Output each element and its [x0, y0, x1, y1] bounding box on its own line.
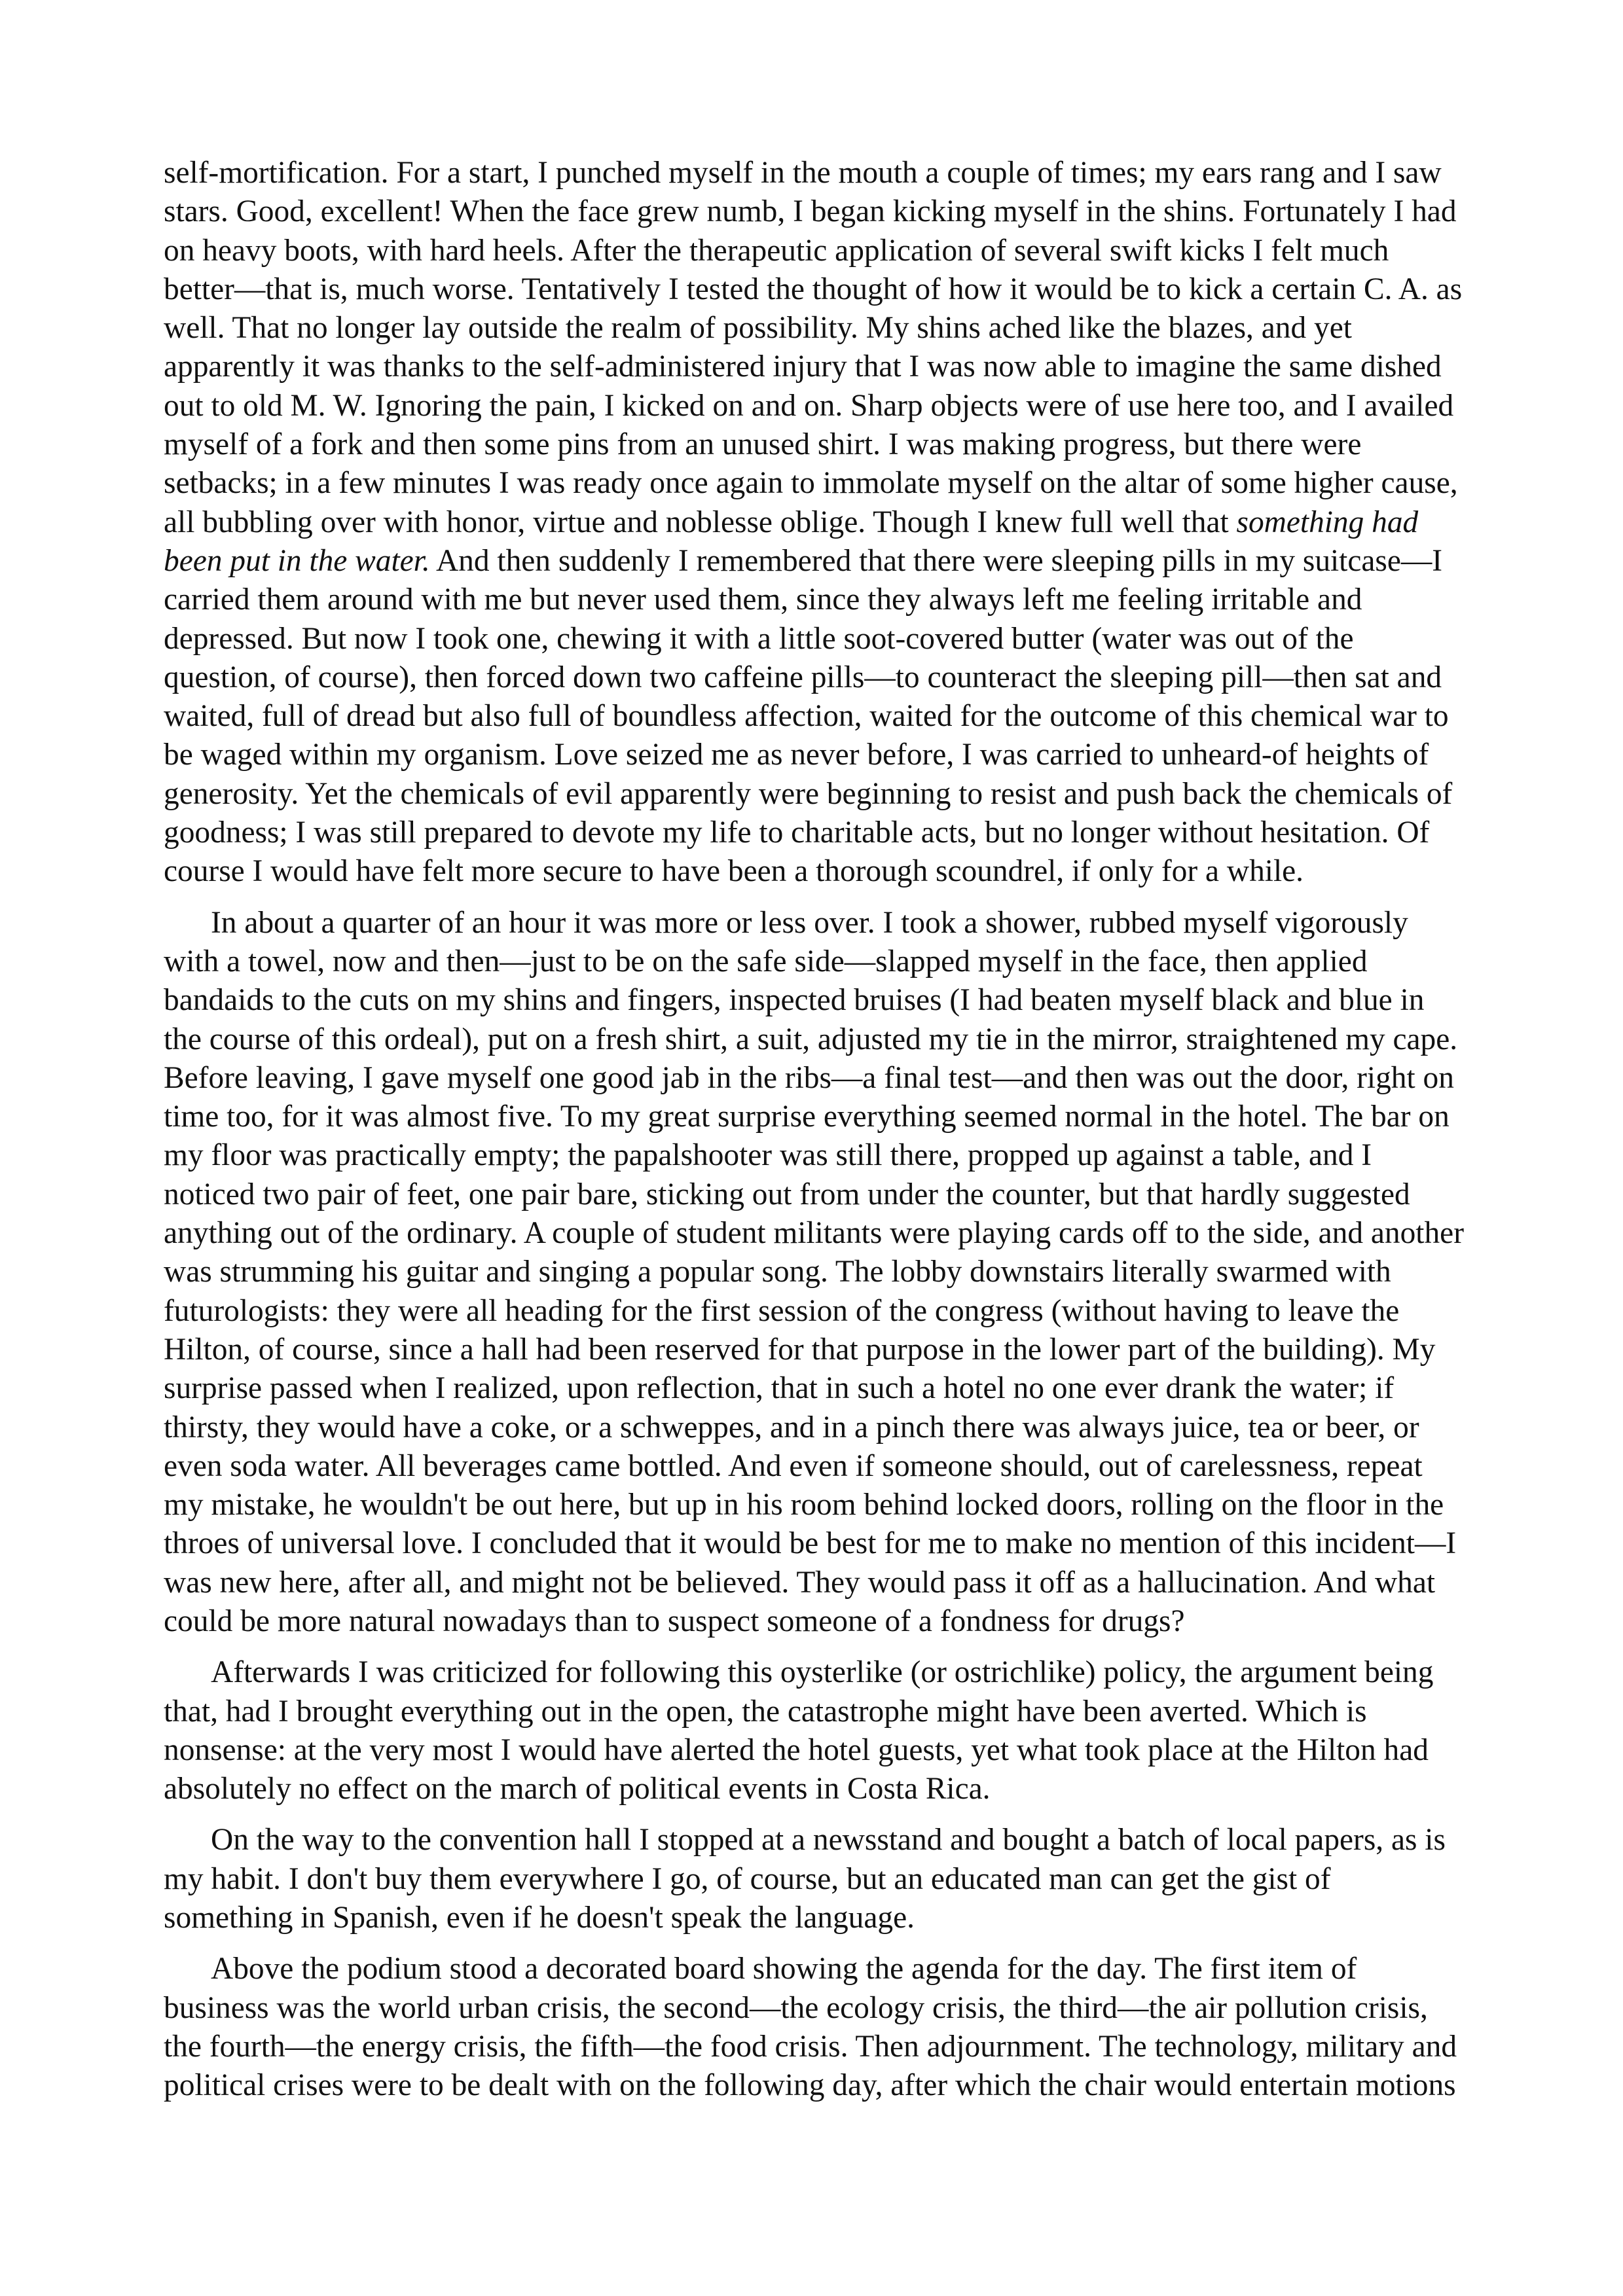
paragraph-5 [164, 1950, 1467, 2105]
paragraph-5-text: Above the podium stood a decorated board showing the agenda for the day. The first item of business was the world urban crisis, the second—the ecology crisis, the third—the air pollution crisis, the fourth—the energy crisis, the fifth—the food crisis. Then adjournment. The technology, military and political crises were to be dealt with on the following day, after which the chair would entertain motions [164, 1952, 1457, 2103]
document-page [164, 154, 1467, 2118]
paragraph-4 [164, 1821, 1467, 1937]
paragraph-1-text-b: And then suddenly I remembered that there were sleeping pills in my suitcase—I carried them around with me but never used them, since they always left me feeling irritable and depressed. But now I took one, chewing it with a little soot-covered butter (water was out of the question, of course), then forced down two caffeine pills—to counteract the sleeping pill—then sat and waited, full of dread but also full of boundless affection, waited for the outcome of this chemical war to be waged within my organism. Love seized me as never before, I was carried to unheard-of heights of generosity. Yet the chemicals of evil apparently were beginning to resist and push back the chemicals of goodness; I was still prepared to devote my life to charitable acts, but no longer without hesitation. Of course I would have felt more secure to have been a thorough scoundrel, if only for a while. [164, 543, 1453, 889]
paragraph-3 [164, 1653, 1467, 1808]
paragraph-1-italic-phrase: something had been put in the water. [164, 505, 1419, 578]
paragraph-4-text: On the way to the convention hall I stopped at a newsstand and bought a batch of local papers, as is my habit. I don't buy them everywhere I go, of course, but an educated man can get the gist of something in Spanish, even if he doesn't speak the language. [164, 1823, 1446, 1935]
paragraph-1 [164, 154, 1467, 891]
paragraph-3-text: Afterwards I was criticized for following this oysterlike (or ostrichlike) policy, the argument being that, had I brought everything out in the open, the catastrophe might have been averted. Which is nonsense: at the very most I would have alerted the hotel guests, yet what took place at the Hilton had absolutely no effect on the march of political events in Costa Rica. [164, 1655, 1434, 1806]
paragraph-2-text: In about a quarter of an hour it was more or less over. I took a shower, rubbed myself vigorously with a towel, now and then—just to be on the safe side—slapped myself in the face, then applied bandaids to the cuts on my shins and fingers, inspected bruises (I had beaten myself black and blue in the course of this ordeal), put on a fresh shirt, a suit, adjusted my tie in the mirror, straightened my cape. Before leaving, I gave myself one good jab in the ribs—a final test—and then was out the door, right on time too, for it was almost five. To my great surprise everything seemed normal in the hotel. The bar on my floor was practically empty; the papalshooter was still there, propped up against a table, and I noticed two pair of feet, one pair bare, sticking out from under the counter, but that hardly suggested anything out of the ordinary. A couple of student militants were playing cards off to the side, and another was strumming his guitar and singing a popular song. The lobby downstairs literally swarmed with futurologists: they were all heading for the first session of the congress (without having to leave the Hilton, of course, since a hall had been reserved for that purpose in the lower part of the building). My surprise passed when I realized, upon reflection, that in such a hotel no one ever drank the water; if thirsty, they would have a coke, or a schweppes, and in a pinch there was always juice, tea or beer, or even soda water. All beverages came bottled. And even if someone should, out of carelessness, repeat my mistake, he wouldn't be out here, but up in his room behind locked doors, rolling on the floor in the throes of universal love. I concluded that it would be best for me to make no mention of this incident—I was new here, after all, and might not be believed. They would pass it off as a hallucination. And what could be more natural nowadays than to suspect someone of a fondness for drugs? [164, 905, 1464, 1638]
paragraph-1-text-a: self-mortification. For a start, I punched myself in the mouth a couple of times; my ears rang and I saw stars. Good, excellent! When the face grew numb, I began kicking myself in the shins. Fortunately I had on heavy boots, with hard heels. After the therapeutic application of several swift kicks I felt much better—that is, much worse. Tentatively I tested the thought of how it would be to kick a certain C. A. as well. That no longer lay outside the realm of possibility. My shins ached like the blazes, and yet apparently it was thanks to the self-administered injury that I was now able to imagine the same dished out to old M. W. Ignoring the pain, I kicked on and on. Sharp objects were of use here too, and I availed myself of a fork and then some pins from an unused shirt. I was making progress, but there were setbacks; in a few minutes I was ready once again to immolate myself on the altar of some higher cause, all bubbling over with honor, virtue and noblesse oblige. Though I knew full well that [164, 156, 1463, 539]
paragraph-2 [164, 904, 1467, 1641]
